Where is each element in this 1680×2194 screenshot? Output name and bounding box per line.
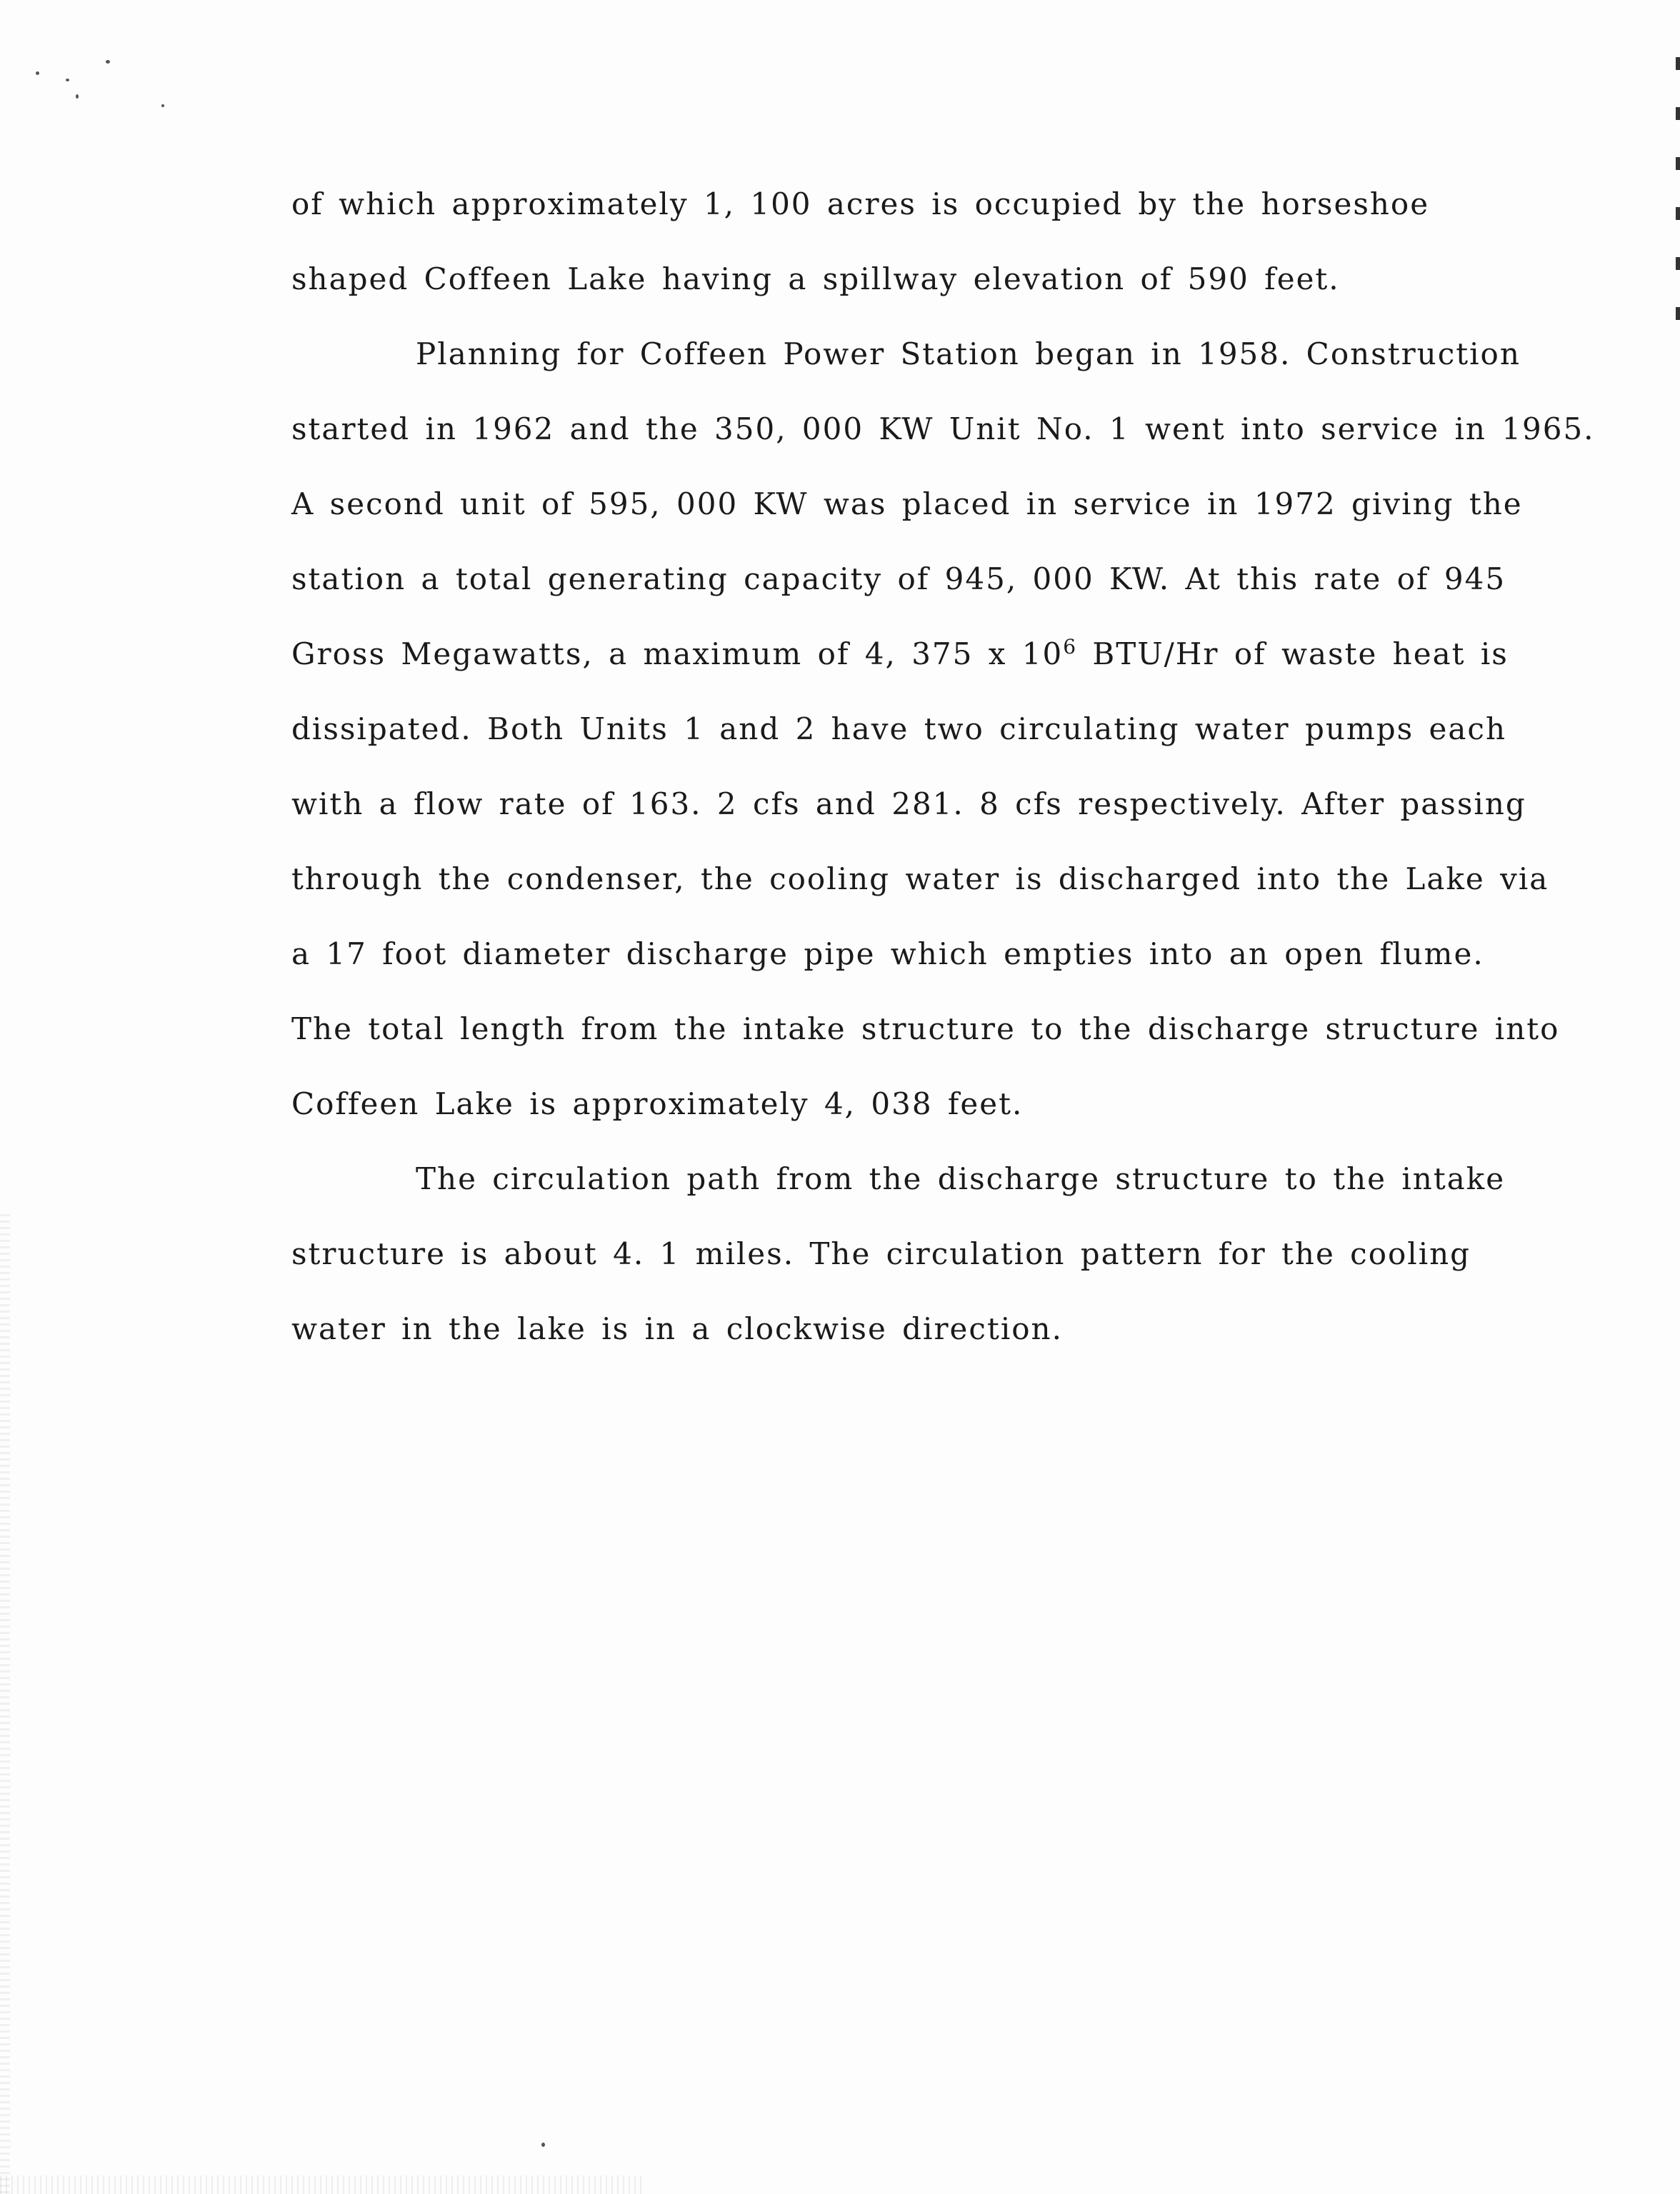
text-line: structure is about 4. 1 miles. The circulation pattern for the cooling [291, 1236, 1471, 1271]
scan-speck [36, 71, 39, 75]
text-line: of which approximately 1, 100 acres is occupied by the horseshoe [291, 186, 1430, 221]
text-line: A second unit of 595, 000 KW was placed in service in 1972 giving the [291, 486, 1523, 521]
text-line-part: Gross Megawatts, a maximum of 4, 375 x 10 [291, 636, 1064, 671]
text-line: through the condenser, the cooling water is discharged into the Lake via [291, 861, 1549, 896]
superscript-exponent: 6 [1063, 635, 1078, 658]
text-line: station a total generating capacity of 945, 000 KW. At this rate of 945 [291, 561, 1506, 596]
text-line: with a flow rate of 163. 2 cfs and 281. 8 cfs respectively. After passing [291, 786, 1526, 821]
scan-speck [106, 60, 110, 64]
scan-speck [161, 104, 164, 107]
scan-edge-right [1676, 57, 1680, 343]
scan-edge-bottom [0, 2175, 643, 2194]
text-line: water in the lake is in a clockwise direction. [291, 1311, 1063, 1346]
text-line [291, 634, 1520, 709]
text-line-part: BTU/Hr of waste heat is [1077, 636, 1509, 671]
scan-speck [66, 79, 69, 81]
text-line: The circulation path from the discharge structure to the intake [416, 1161, 1506, 1196]
text-line: shaped Coffeen Lake having a spillway elevation of 590 feet. [291, 261, 1340, 296]
text-line: dissipated. Both Units 1 and 2 have two circulating water pumps each [291, 711, 1506, 746]
body-text [291, 184, 1595, 1384]
scan-edge-left [0, 1214, 10, 2194]
scan-speck [541, 2143, 545, 2147]
text-line: Coffeen Lake is approximately 4, 038 feet. [291, 1086, 1024, 1121]
text-line: started in 1962 and the 350, 000 KW Unit No. 1 went into service in 1965. [291, 411, 1595, 446]
text-line: a 17 foot diameter discharge pipe which empties into an open flume. [291, 936, 1484, 971]
text-line: Planning for Coffeen Power Station began in 1958. Construction [416, 336, 1521, 371]
scan-speck [76, 94, 79, 99]
text-line: The total length from the intake structure to the discharge structure into [291, 1011, 1560, 1046]
